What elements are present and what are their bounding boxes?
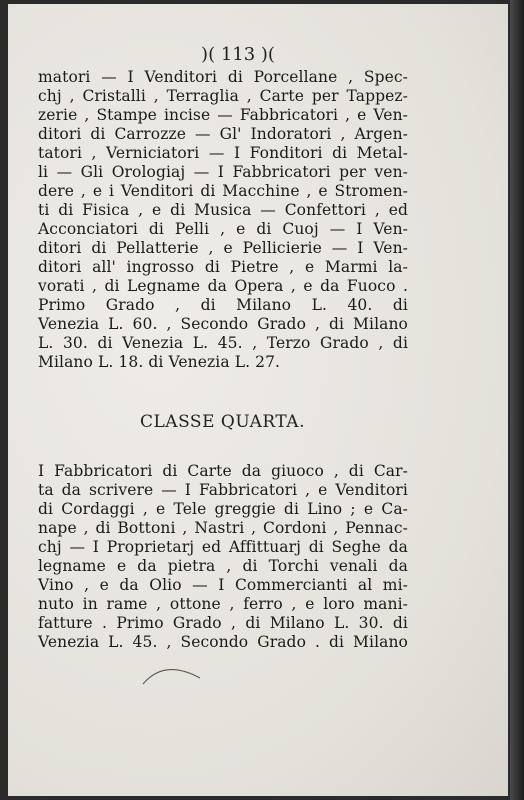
text-line: Milano L. 18. di Venezia L. 27.: [38, 353, 281, 371]
paragraph-class-four: [38, 462, 408, 652]
text-line: ditori all' ingrosso di Pietre , e Marmi la-: [38, 258, 408, 276]
text-line: nape , di Bottoni , Nastri , Cordoni , Pennac-: [38, 519, 408, 537]
text-line: fatture . Primo Grado , di Milano L. 30. di: [38, 614, 408, 632]
book-page: [8, 4, 508, 796]
text-line: L. 30. di Venezia L. 45. , Terzo Grado , di: [38, 334, 408, 352]
text-line: Venezia L. 60. , Secondo Grado , di Milano: [38, 315, 408, 333]
text-line: vorati , di Legname da Opera , e da Fuoco .: [38, 277, 408, 295]
text-line: ditori di Carrozze — Gl' Indoratori , Argen-: [38, 125, 408, 143]
text-line: chj , Cristalli , Terraglia , Carte per Tappez-: [38, 87, 408, 105]
page-number-header: )( 113 )(: [201, 44, 275, 65]
section-heading: CLASSE QUARTA.: [140, 412, 305, 432]
text-line: Vino , e da Olio — I Commercianti al mi-: [38, 576, 408, 594]
paragraph-class-three-continued: [38, 68, 408, 372]
text-line: Venezia L. 45. , Secondo Grado . di Milano: [38, 633, 408, 651]
text-line: dere , e i Venditori di Macchine , e Stromen-: [38, 182, 408, 200]
text-line: matori — I Venditori di Porcellane , Spec-: [38, 68, 408, 86]
text-line: chj — I Proprietarj ed Affittuarj di Seghe da: [38, 538, 408, 556]
text-line: ta da scrivere — I Fabbricatori , e Venditori: [38, 481, 408, 499]
text-line: di Cordaggi , e Tele greggie di Lino ; e Ca-: [38, 500, 408, 518]
text-line: ti di Fisica , e di Musica — Confettori , ed: [38, 201, 408, 219]
pen-mark-squiggle: [138, 664, 208, 694]
text-line: tatori , Verniciatori — I Fonditori di Metal-: [38, 144, 408, 162]
text-line: legname e da pietra , di Torchi venali da: [38, 557, 408, 575]
text-line: ditori di Pellatterie , e Pellicierie — I Ven-: [38, 239, 408, 257]
text-line: I Fabbricatori di Carte da giuoco , di Car-: [38, 462, 408, 480]
text-line: nuto in rame , ottone , ferro , e loro mani-: [38, 595, 408, 613]
page-edge-shadow: [510, 0, 524, 800]
text-line: Acconciatori di Pelli , e di Cuoj — I Ven-: [38, 220, 408, 238]
text-line: li — Gli Orologiaj — I Fabbricatori per ven-: [38, 163, 408, 181]
text-line: zerie , Stampe incise — Fabbricatori , e Ven-: [38, 106, 408, 124]
text-line: Primo Grado , di Milano L. 40. di: [38, 296, 408, 314]
